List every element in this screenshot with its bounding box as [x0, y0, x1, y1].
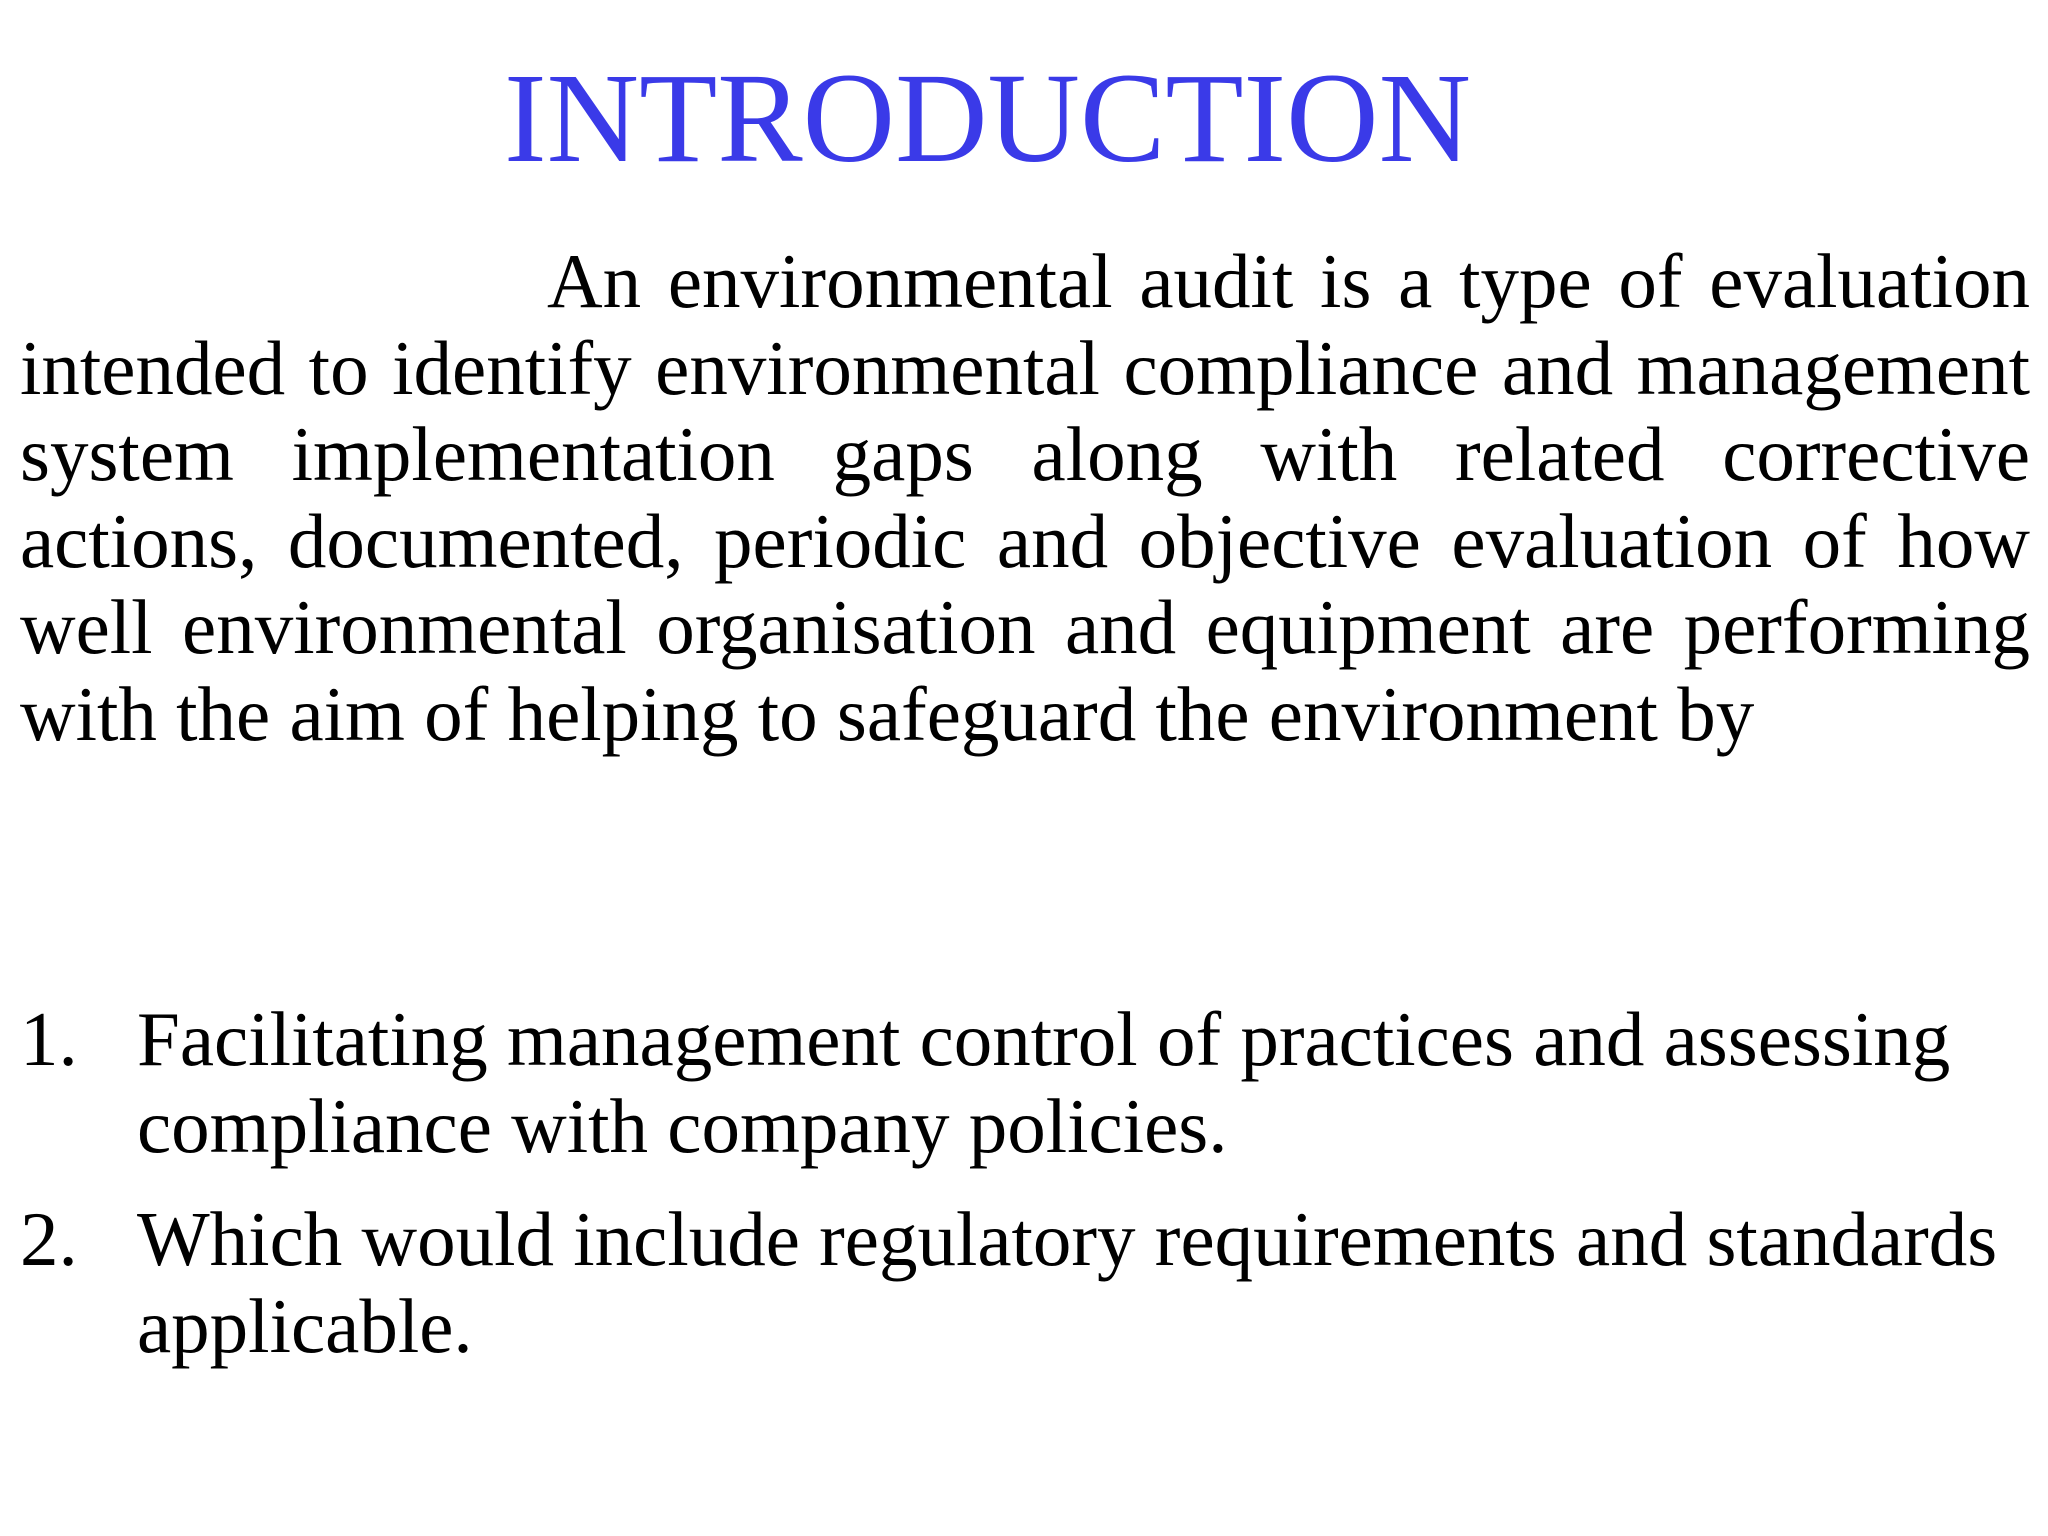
list-item-text: Facilitating management control of practices and assessing compliance with company policies.: [137, 996, 1951, 1169]
numbered-list: [20, 996, 2030, 1396]
list-item-text: Which would include regulatory requirements and standards applicable.: [137, 1196, 1998, 1369]
list-item-number: 2.: [20, 1196, 78, 1282]
list-item: [20, 1196, 2030, 1369]
slide-title: INTRODUCTION: [504, 47, 1471, 189]
list-item-number: 1.: [20, 996, 78, 1082]
list-item: [20, 996, 2030, 1169]
intro-paragraph: An environmental audit is a type of evaluation intended to identify environmental compliance and management system implementation gaps along with related corrective actions, documented, periodic and objective evaluation of how well environmental organisation and equipment are performing with the aim of helping to safeguard the environment by: [20, 238, 2030, 757]
